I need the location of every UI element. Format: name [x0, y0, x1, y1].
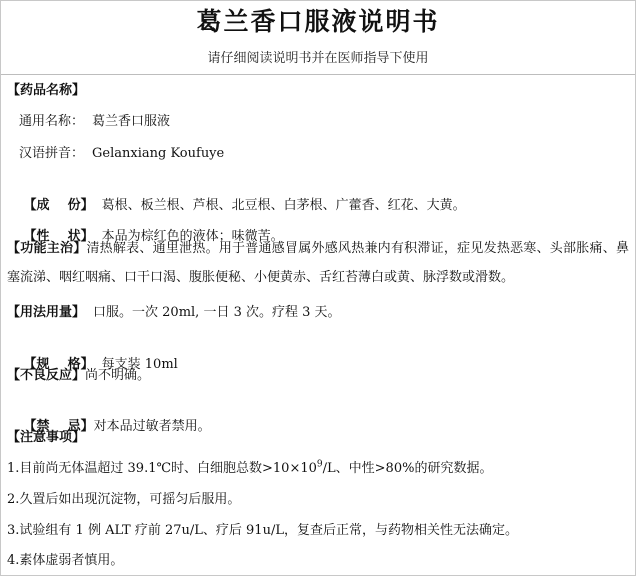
pinyin-row	[7, 144, 629, 164]
indications-header: 【功能主治】	[7, 241, 87, 256]
precautions-header: 【注意事项】	[7, 430, 86, 445]
precaution-1-text-b: /L、中性>80%的研究数据。	[322, 461, 493, 476]
generic-name-row	[7, 112, 629, 132]
document-title: 葛兰香口服液说明书	[196, 7, 440, 36]
pinyin-value: Gelanxiang Koufuye	[92, 146, 225, 161]
precaution-1-text-a: 1.目前尚无体温超过 39.1℃时、白细胞总数>10×10	[7, 461, 317, 476]
contraindications-row	[7, 397, 629, 457]
indications-value: 清热解表、通里泄热。用于普通感冒属外感风热兼内有积滞证，症见发热恶寒、头部胀痛、鼻塞流涕、咽红咽痛、口干口渴、腹胀便秘、小便黄赤、舌红苔薄白或黄、脉浮数或滑数。	[7, 241, 629, 285]
title-divider	[1, 74, 635, 75]
precautions-section	[7, 428, 629, 448]
properties-header: 【性 状】	[23, 229, 94, 244]
specification-value: 每支装 10ml	[101, 357, 178, 372]
precaution-item-1	[7, 459, 629, 479]
ingredients-value: 葛根、板兰根、芦根、北豆根、白茅根、广藿香、红花、大黄。	[101, 198, 466, 213]
precaution-1-exponent: 9	[316, 459, 323, 470]
contraindications-value: 对本品过敏者禁用。	[93, 419, 211, 434]
adverse-value: 尚不明确。	[85, 368, 151, 383]
generic-name-value: 葛兰香口服液	[92, 114, 171, 129]
precaution-item-3: 3.试验组有 1 例 ALT 疗前 27u/L、疗后 91u/L，复查后正常，与药物相关性无法确定。	[7, 523, 518, 538]
specification-row	[7, 335, 629, 395]
indications-paragraph	[7, 234, 629, 292]
dosage-header: 【用法用量】	[7, 305, 86, 320]
precaution-item-2: 2.久置后如出现沉淀物，可摇匀后服用。	[7, 492, 241, 507]
contraindications-header: 【禁 忌】	[23, 419, 94, 434]
precaution-item-4: 4.素体虚弱者慎用。	[7, 553, 124, 568]
generic-name-label: 通用名称：	[19, 114, 85, 129]
properties-value: 本品为棕红色的液体；味微苦。	[101, 229, 284, 244]
drug-name-header: 【药品名称】	[7, 83, 86, 98]
document-subtitle: 请仔细阅读说明书并在医师指导下使用	[207, 51, 429, 66]
adverse-row	[7, 366, 629, 386]
dosage-row	[7, 303, 629, 323]
specification-header: 【规 格】	[23, 357, 94, 372]
adverse-header: 【不良反应】	[7, 368, 86, 383]
pinyin-label: 汉语拼音：	[19, 146, 85, 161]
drug-name-section	[7, 81, 629, 101]
ingredients-header: 【成 份】	[23, 198, 94, 213]
dosage-value: 口服。一次 20ml, 一日 3 次。疗程 3 天。	[93, 305, 341, 320]
